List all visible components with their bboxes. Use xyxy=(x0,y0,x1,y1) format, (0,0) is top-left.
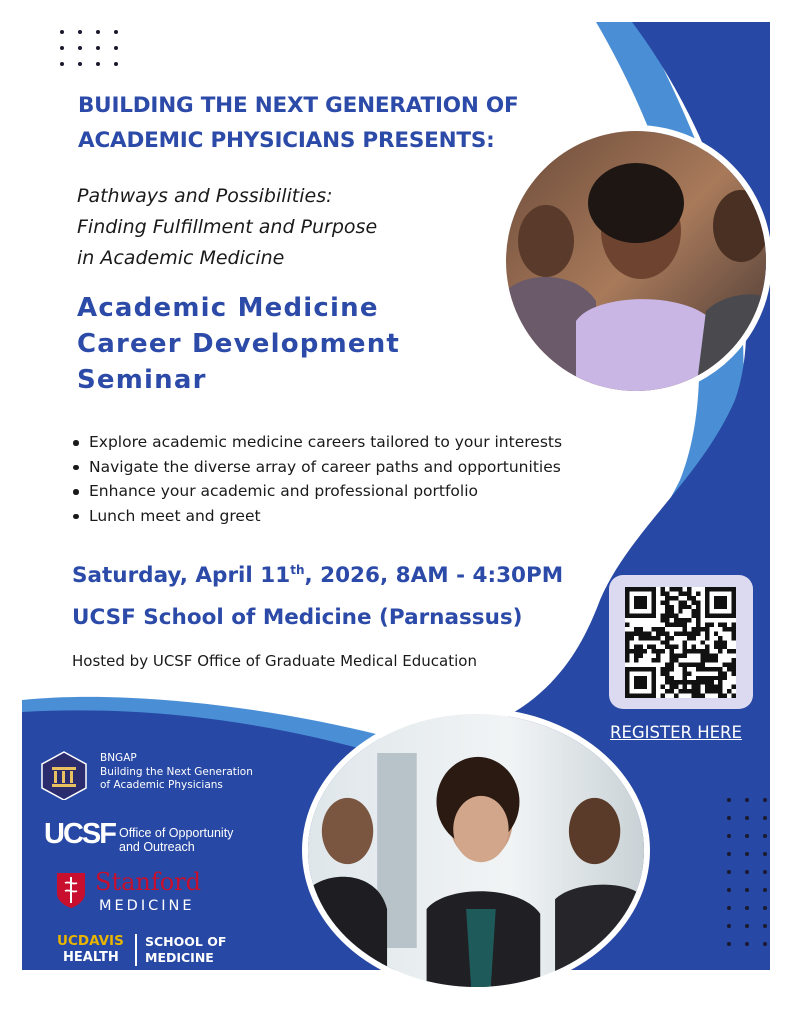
stanford-word: Stanford xyxy=(95,868,202,896)
ucdavis-school-line-2: MEDICINE xyxy=(145,950,214,965)
subtitle-line-1: Pathways and Possibilities: xyxy=(77,185,333,207)
seminar-title-line-3: Seminar xyxy=(77,365,207,395)
stanford-medicine-word: MEDICINE xyxy=(99,898,195,914)
list-item: Lunch meet and greet xyxy=(70,504,562,529)
ucdavis-school-line-1: SCHOOL OF xyxy=(145,934,227,949)
ucdavis-divider xyxy=(135,934,137,966)
ucdavis-health: HEALTH xyxy=(63,950,119,965)
register-link[interactable]: REGISTER HERE xyxy=(610,723,742,742)
stanford-shield-icon xyxy=(55,871,87,909)
hosted-by: Hosted by UCSF Office of Graduate Medical Education xyxy=(72,652,477,670)
headline-line-2: ACADEMIC PHYSICIANS PRESENTS: xyxy=(78,128,495,153)
ucdavis-school-text xyxy=(145,934,226,966)
benefit-list xyxy=(70,430,562,528)
ucsf-line-1: Office of Opportunity xyxy=(119,826,234,840)
top-dot-grid xyxy=(60,30,132,78)
subtitle-line-3: in Academic Medicine xyxy=(77,247,285,269)
seminar-title-line-1: Academic Medicine xyxy=(77,293,379,323)
seminar-title-line-2: Career Development xyxy=(77,329,401,359)
audience-photo xyxy=(500,125,772,397)
event-location: UCSF School of Medicine (Parnassus) xyxy=(72,605,523,630)
headline-line-1: BUILDING THE NEXT GENERATION OF xyxy=(78,93,519,118)
bngap-name: BNGAP xyxy=(100,752,137,764)
list-item: Enhance your academic and professional portfolio xyxy=(70,479,562,504)
list-item: Explore academic medicine careers tailored to your interests xyxy=(70,430,562,455)
event-date-main: Saturday, April 11 xyxy=(72,563,291,589)
headline xyxy=(78,88,578,158)
ucdavis-davis: DAVIS xyxy=(77,933,124,949)
ucsf-line-2: and Outreach xyxy=(119,840,195,854)
seminar-title xyxy=(77,290,497,398)
bngap-emblem-icon xyxy=(40,750,88,800)
bngap-text xyxy=(100,752,253,793)
subtitle xyxy=(77,181,477,274)
bottom-right-dot-grid xyxy=(727,798,781,960)
event-date xyxy=(72,563,563,588)
bngap-logo xyxy=(40,750,290,802)
stanford-medicine-logo xyxy=(55,868,225,918)
subtitle-line-2: Finding Fulfillment and Purpose xyxy=(77,216,378,238)
ucsf-office-text xyxy=(119,826,233,854)
bngap-line-2: of Academic Physicians xyxy=(100,779,223,791)
ucsf-logo xyxy=(44,818,274,858)
ucdavis-wordmark xyxy=(57,933,124,949)
bngap-line-1: Building the Next Generation xyxy=(100,765,253,778)
ucdavis-logo xyxy=(57,933,257,973)
event-date-suffix: th xyxy=(290,563,305,577)
list-item: Navigate the diverse array of career paths and opportunities xyxy=(70,455,562,480)
event-date-time: , 2026, 8AM - 4:30PM xyxy=(304,563,564,589)
ucdavis-uc: UC xyxy=(57,933,78,949)
group-conversation-photo xyxy=(302,708,650,993)
ucsf-mark: UCSF xyxy=(44,818,115,850)
registration-qr-code[interactable] xyxy=(625,587,736,698)
